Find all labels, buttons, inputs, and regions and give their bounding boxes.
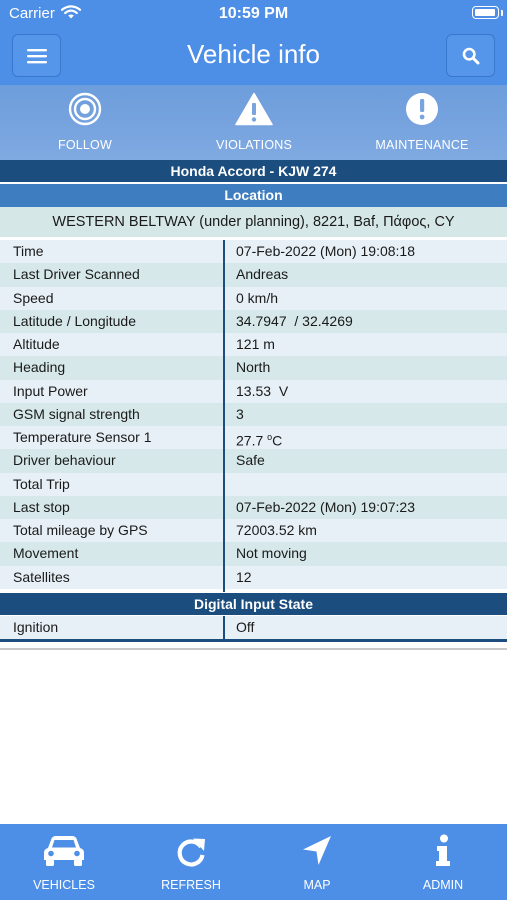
row-value-text: 121 m (236, 336, 275, 352)
table-row (0, 473, 507, 496)
degree-symbol: o (267, 432, 273, 442)
row-value (236, 310, 353, 333)
nav-vehicles-label: VEHICLES (33, 878, 95, 892)
tab-maintenance-label: MAINTENANCE (375, 138, 469, 152)
row-label: Total Trip (13, 475, 70, 492)
row-unit: C (272, 432, 283, 449)
battery-icon (472, 6, 499, 19)
row-value (236, 333, 275, 356)
row-label: Satellites (13, 568, 70, 585)
table-row (0, 380, 507, 403)
column-divider (223, 240, 225, 592)
vehicle-action-tabs (0, 85, 507, 160)
digital-input-header: Digital Input State (0, 593, 507, 615)
tab-follow[interactable] (15, 85, 155, 160)
row-value (236, 356, 270, 379)
table-row (0, 310, 507, 333)
row-value: Off (236, 619, 255, 635)
row-label: Heading (13, 359, 66, 376)
row-label: Last stop (13, 498, 70, 515)
table-shadow (0, 648, 507, 650)
status-bar (0, 0, 507, 28)
search-icon (462, 47, 480, 65)
row-value-text: 12 (236, 568, 252, 585)
row-value (236, 263, 288, 286)
hamburger-menu-icon (27, 48, 47, 64)
nav-admin-label: ADMIN (422, 878, 464, 892)
tab-maintenance[interactable] (352, 85, 492, 160)
row-value (236, 449, 265, 472)
row-label: Altitude (13, 336, 60, 352)
nav-map[interactable] (262, 824, 372, 900)
vehicle-title: Honda Accord - KJW 274 (0, 160, 507, 183)
nav-map-label: MAP (303, 878, 331, 892)
row-value-text: 07-Feb-2022 (Mon) 19:08:18 (236, 243, 415, 259)
table-row (0, 287, 507, 310)
row-value (236, 519, 317, 542)
battery-tip (501, 10, 503, 16)
table-row (0, 496, 507, 519)
location-address: WESTERN BELTWAY (under planning), 8221, Baf, Πάφος, CY (0, 207, 507, 237)
location-header: Location (0, 184, 507, 207)
row-label: GSM signal strength (13, 405, 140, 422)
row-value (236, 240, 415, 263)
row-value (236, 566, 252, 589)
tab-violations-label: VIOLATIONS (215, 138, 293, 152)
info-icon (433, 834, 453, 868)
row-value-text: 3 (236, 405, 244, 422)
vehicle-details-table (0, 240, 507, 589)
table-row (0, 263, 507, 286)
nav-admin[interactable] (388, 824, 498, 900)
column-divider (223, 616, 225, 639)
target-icon (68, 92, 102, 126)
row-value (236, 542, 307, 565)
table-row-ignition (0, 616, 507, 639)
row-label: Speed (13, 289, 54, 306)
tab-violations[interactable] (184, 85, 324, 160)
bottom-navigation-bar (0, 824, 507, 900)
row-value-text: 34.7947 / 32.4269 (236, 312, 353, 329)
row-label: Last Driver Scanned (13, 266, 140, 283)
top-navigation-bar (0, 0, 507, 85)
row-value-text: Safe (236, 452, 265, 469)
carrier-label: Carrier (9, 5, 55, 22)
status-time: 10:59 PM (218, 5, 289, 22)
page-title: Vehicle info (187, 39, 320, 69)
row-label: Temperature Sensor 1 (13, 429, 152, 445)
row-value-text: North (236, 359, 271, 376)
nav-refresh[interactable] (136, 824, 246, 900)
menu-button[interactable] (12, 34, 61, 77)
battery-level (475, 9, 495, 16)
table-row (0, 403, 507, 426)
row-value (236, 287, 278, 310)
refresh-icon (174, 834, 208, 870)
warning-icon (235, 92, 273, 126)
row-label: Movement (13, 545, 79, 562)
row-label: Latitude / Longitude (13, 312, 136, 329)
row-value (236, 496, 415, 519)
table-row (0, 566, 507, 589)
exclamation-circle-icon (405, 92, 439, 126)
row-value-text: Andreas (236, 266, 289, 283)
row-label: Ignition (13, 619, 59, 635)
tab-follow-label: FOLLOW (58, 138, 112, 152)
row-label: Total mileage by GPS (13, 522, 148, 538)
row-value-text: 07-Feb-2022 (Mon) 19:07:23 (236, 498, 415, 515)
table-row (0, 356, 507, 379)
table-row (0, 333, 507, 356)
table-row (0, 449, 507, 472)
car-icon (42, 834, 86, 868)
search-button[interactable] (446, 34, 495, 77)
table-row (0, 240, 507, 263)
location-arrow-icon (300, 834, 334, 868)
row-value (236, 380, 288, 403)
row-value-text: 0 km/h (236, 289, 279, 306)
row-label: Input Power (13, 382, 88, 399)
row-label: Time (13, 243, 44, 259)
row-label: Driver behaviour (13, 452, 116, 469)
table-row (0, 542, 507, 565)
row-value (236, 403, 244, 426)
row-value-text: 72003.52 km (236, 522, 317, 538)
nav-refresh-label: REFRESH (161, 878, 221, 892)
table-bottom-border (0, 639, 507, 642)
nav-vehicles[interactable] (9, 824, 119, 900)
table-row (0, 519, 507, 542)
table-row (0, 426, 507, 449)
row-value-text: 27.7 (236, 432, 268, 449)
row-value-text: 13.53 V (236, 382, 289, 399)
row-value-text: Not moving (236, 545, 307, 562)
